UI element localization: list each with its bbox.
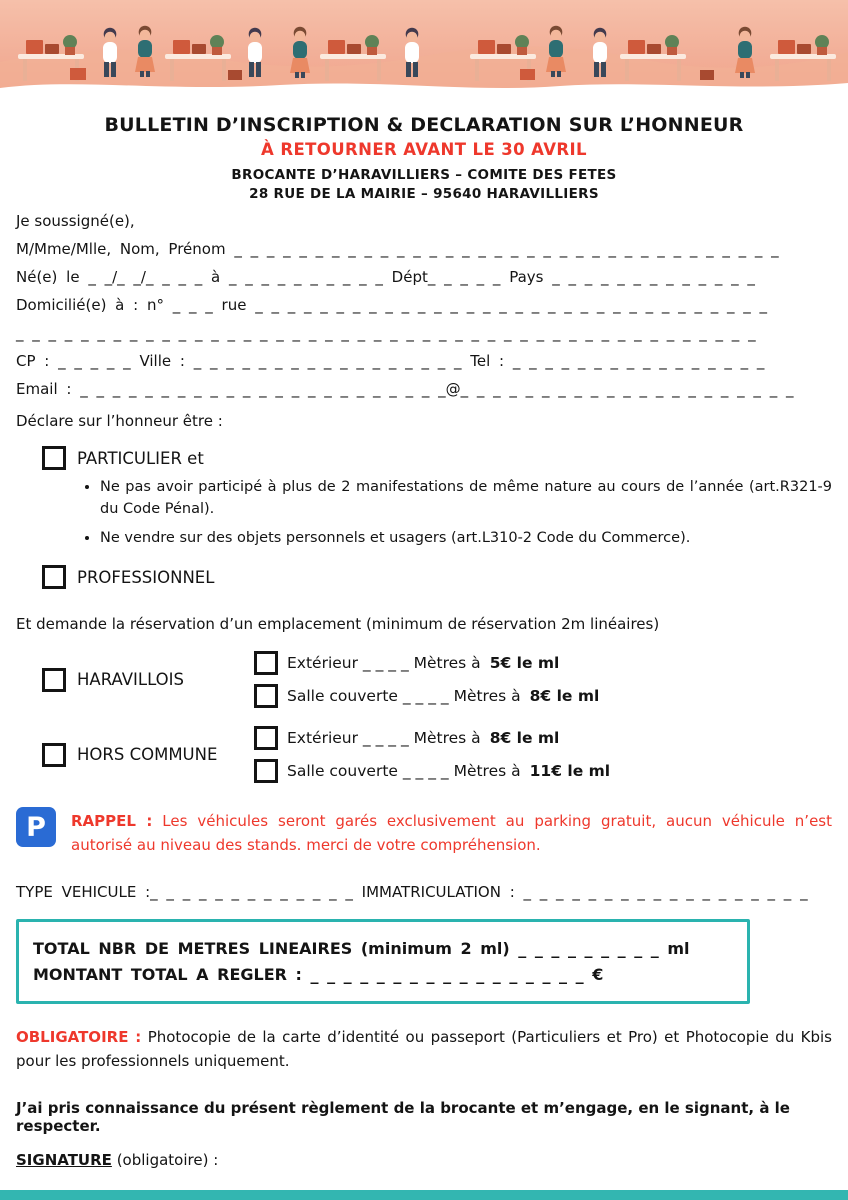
professionnel-checkbox[interactable] bbox=[42, 565, 66, 589]
condition-item: • Ne vendre sur des objets personnels et usagers (art.L310-2 Code du Commerce). bbox=[100, 528, 832, 550]
form-content bbox=[0, 100, 848, 1179]
particulier-checkbox[interactable] bbox=[42, 446, 66, 470]
hors-commune-salle-option bbox=[254, 759, 610, 783]
haravillois-label: HARAVILLOIS bbox=[77, 670, 185, 690]
haravillois-exterieur-checkbox[interactable] bbox=[254, 651, 278, 675]
particulier-row bbox=[42, 446, 832, 470]
professionnel-label: PROFESSIONNEL bbox=[77, 567, 215, 587]
field-total-meters[interactable]: TOTAL NBR DE METRES LINEAIRES (minimum 2 ml) _ _ _ _ _ _ _ _ _ ml bbox=[33, 939, 690, 959]
field-birth-line[interactable]: Né(e) le _ _/_ _/_ _ _ _ à _ _ _ _ _ _ _ _ _ _ Dépt_ _ _ _ _ Pays _ _ _ _ _ _ _ _ _ _ _ _ _ bbox=[16, 268, 755, 286]
intro-line: Je soussigné(e), bbox=[16, 212, 135, 230]
decorative-banner bbox=[0, 0, 848, 100]
option-price: 8€ le ml bbox=[529, 687, 600, 706]
totals-box bbox=[16, 919, 750, 1004]
hors-commune-salle-checkbox[interactable] bbox=[254, 759, 278, 783]
option-label: Salle couverte _ _ _ _ Mètres à bbox=[287, 762, 521, 781]
obligatoire-text: Photocopie de la carte d’identité ou passeport (Particuliers et Pro) et Photocopie du Kbis pour les professionnels uniquement. bbox=[16, 1028, 832, 1070]
hors-commune-checkbox[interactable] bbox=[42, 743, 66, 767]
parking-icon-letter: P bbox=[26, 811, 46, 843]
haravillois-salle-option bbox=[254, 684, 599, 708]
obligatoire-note bbox=[16, 1026, 832, 1073]
parking-icon bbox=[16, 807, 56, 847]
field-cp-ville-tel-line[interactable]: CP : _ _ _ _ _ Ville : _ _ _ _ _ _ _ _ _ _ _ _ _ _ _ _ _ Tel : _ _ _ _ _ _ _ _ _ _ _ _ _ _ _ _ bbox=[16, 352, 765, 370]
rappel-text bbox=[71, 809, 832, 857]
deadline-notice: À RETOURNER AVANT LE 30 AVRIL bbox=[261, 140, 587, 159]
haravillois-salle-checkbox[interactable] bbox=[254, 684, 278, 708]
field-email-line[interactable]: Email : _ _ _ _ _ _ _ _ _ _ _ _ _ _ _ _ _ _ _ _ _ _ _@_ _ _ _ _ _ _ _ _ _ _ _ _ _ _ _ _ _ _ _ _ bbox=[16, 380, 794, 398]
option-price: 5€ le ml bbox=[489, 654, 560, 673]
field-total-amount[interactable]: MONTANT TOTAL A REGLER : _ _ _ _ _ _ _ _ _ _ _ _ _ _ _ _ _ € bbox=[33, 965, 604, 985]
hors-commune-label: HORS COMMUNE bbox=[77, 745, 218, 765]
parking-rappel bbox=[16, 807, 832, 857]
field-address-overflow-line[interactable]: _ _ _ _ _ _ _ _ _ _ _ _ _ _ _ _ _ _ _ _ _ _ _ _ _ _ _ _ _ _ _ _ _ _ _ _ _ _ _ _ _ _ _ _ _ _ bbox=[16, 324, 756, 342]
reservation-heading: Et demande la réservation d’un emplacement (minimum de réservation 2m linéaires) bbox=[16, 615, 660, 634]
option-price: 8€ le ml bbox=[489, 729, 560, 748]
obligatoire-label: OBLIGATOIRE : bbox=[16, 1028, 142, 1047]
engagement-statement: J’ai pris connaissance du présent règlement de la brocante et m’engage, en le signant, à le respecter. bbox=[16, 1098, 790, 1135]
particulier-conditions bbox=[16, 477, 832, 549]
field-vehicle-line[interactable]: TYPE VEHICULE :_ _ _ _ _ _ _ _ _ _ _ _ _ IMMATRICULATION : _ _ _ _ _ _ _ _ _ _ _ _ _ _ _ _ _ _ bbox=[16, 883, 808, 902]
reservation-group-haravillois bbox=[42, 651, 832, 708]
field-address-line[interactable]: Domicilié(e) à : n° _ _ _ rue _ _ _ _ _ _ _ _ _ _ _ _ _ _ _ _ _ _ _ _ _ _ _ _ _ _ _ _ _ _ _ _ bbox=[16, 296, 768, 314]
condition-item: • Ne pas avoir participé à plus de 2 manifestations de même nature au cours de l’année (art.R321-9 du Code Pénal). bbox=[100, 477, 832, 521]
page-title: BULLETIN D’INSCRIPTION & DECLARATION SUR L’HONNEUR bbox=[104, 114, 744, 136]
bottom-bar bbox=[0, 1190, 848, 1200]
field-name-line[interactable]: M/Mme/Mlle, Nom, Prénom _ _ _ _ _ _ _ _ _ _ _ _ _ _ _ _ _ _ _ _ _ _ _ _ _ _ _ _ _ _ _ _ _ _ bbox=[16, 240, 779, 258]
signature-suffix: (obligatoire) : bbox=[116, 1150, 219, 1169]
brocante-illustration bbox=[0, 0, 848, 100]
option-label: Extérieur _ _ _ _ Mètres à bbox=[287, 729, 481, 748]
rappel-body: Les véhicules seront garés exclusivement au parking gratuit, aucun véhicule n’est autorisé au niveau des stands. merci de votre compréhension. bbox=[71, 812, 832, 855]
org-address: 28 RUE DE LA MAIRIE – 95640 HARAVILLIERS bbox=[249, 186, 599, 202]
professionnel-row bbox=[42, 565, 832, 589]
hors-commune-exterieur-option bbox=[254, 726, 610, 750]
option-label: Salle couverte _ _ _ _ Mètres à bbox=[287, 687, 521, 706]
hors-commune-exterieur-checkbox[interactable] bbox=[254, 726, 278, 750]
haravillois-exterieur-option bbox=[254, 651, 599, 675]
haravillois-checkbox[interactable] bbox=[42, 668, 66, 692]
signature-line[interactable] bbox=[16, 1151, 832, 1169]
option-label: Extérieur _ _ _ _ Mètres à bbox=[287, 654, 481, 673]
particulier-label: PARTICULIER et bbox=[77, 448, 204, 468]
option-price: 11€ le ml bbox=[529, 762, 611, 781]
rappel-label: RAPPEL : bbox=[71, 812, 153, 831]
reservation-group-hors-commune bbox=[42, 726, 832, 783]
org-name: BROCANTE D’HARAVILLIERS – COMITE DES FETES bbox=[231, 167, 617, 183]
signature-label: SIGNATURE bbox=[16, 1150, 112, 1169]
declaration-heading: Déclare sur l’honneur être : bbox=[16, 412, 223, 430]
